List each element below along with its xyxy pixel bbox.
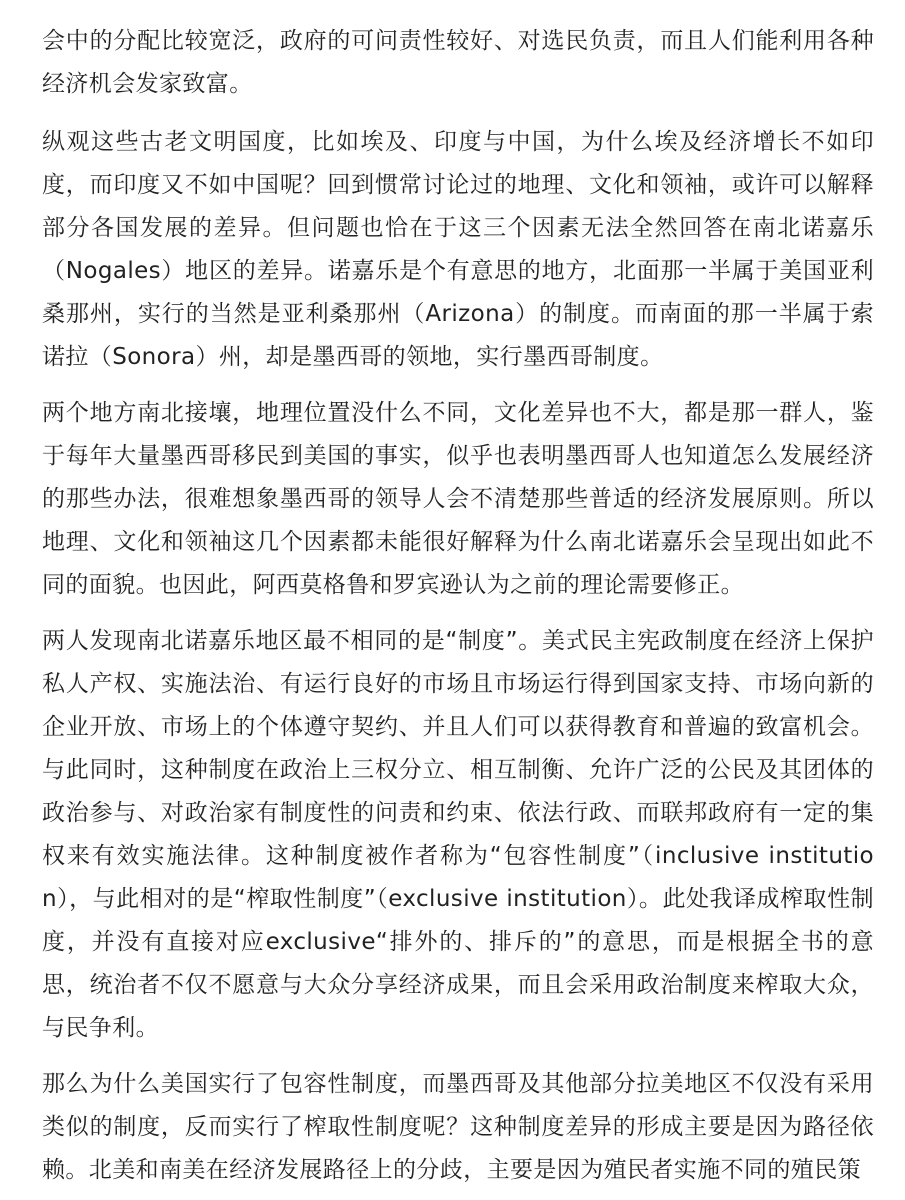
paragraph-5: 那么为什么美国实行了包容性制度，而墨西哥及其他部分拉美地区不仅没有采用类似的制度，反而实行了榨取性制度呢？这种制度差异的形成主要是因为路径依赖。北美和南美在经济发展路径上的分歧，主要是因为殖民者实施不同的殖民策 [42,1071,874,1183]
paragraph-1: 会中的分配比较宽泛，政府的可问责性较好、对选民负责，而且人们能利用各种经济机会发家致富。 [42,28,874,97]
paragraph-2: 纵观这些古老文明国度，比如埃及、印度与中国，为什么埃及经济增长不如印度，而印度又不如中国呢？回到惯常讨论过的地理、文化和领袖，或许可以解释部分各国发展的差异。但问题也恰在于这三个因素无法全然回答在南北诺嘉乐（Nogales）地区的差异。诺嘉乐是个有意思的地方，北面那一半属于美国亚利桑那州，实行的当然是亚利桑那州（Arizona）的制度。而南面的那一半属于索诺拉（Sonora）州，却是墨西哥的领地，实行墨西哥制度。 [42,129,874,370]
paragraph-4: 两人发现南北诺嘉乐地区最不相同的是“制度”。美式民主宪政制度在经济上保护私人产权、实施法治、有运行良好的市场且市场运行得到国家支持、市场向新的企业开放、市场上的个体遵守契约、并且人们可以获得教育和普遍的致富机会。与此同时，这种制度在政治上三权分立、相互制衡、允许广泛的公民及其团体的政治参与、对政治家有制度性的问责和约束、依法行政、而联邦政府有一定的集权来有效实施法律。这种制度被作者称为“包容性制度”（inclusive institution），与此相对的是“榨取性制度”（exclusive institution）。此处我译成榨取性制度，并没有直接对应exclusive“排外的、排斥的”的意思，而是根据全书的意思，统治者不仅不愿意与大众分享经济成果，而且会采用政治制度来榨取大众，与民争利。 [42,628,874,1041]
paragraph-3: 两个地方南北接壤，地理位置没什么不同，文化差异也不大，都是那一群人，鉴于每年大量墨西哥移民到美国的事实，似乎也表明墨西哥人也知道怎么发展经济的那些办法，很难想象墨西哥的领导人会不清楚那些普适的经济发展原则。所以地理、文化和领袖这几个因素都未能很好解释为什么南北诺嘉乐会呈现出如此不同的面貌。也因此，阿西莫格鲁和罗宾逊认为之前的理论需要修正。 [42,400,874,598]
